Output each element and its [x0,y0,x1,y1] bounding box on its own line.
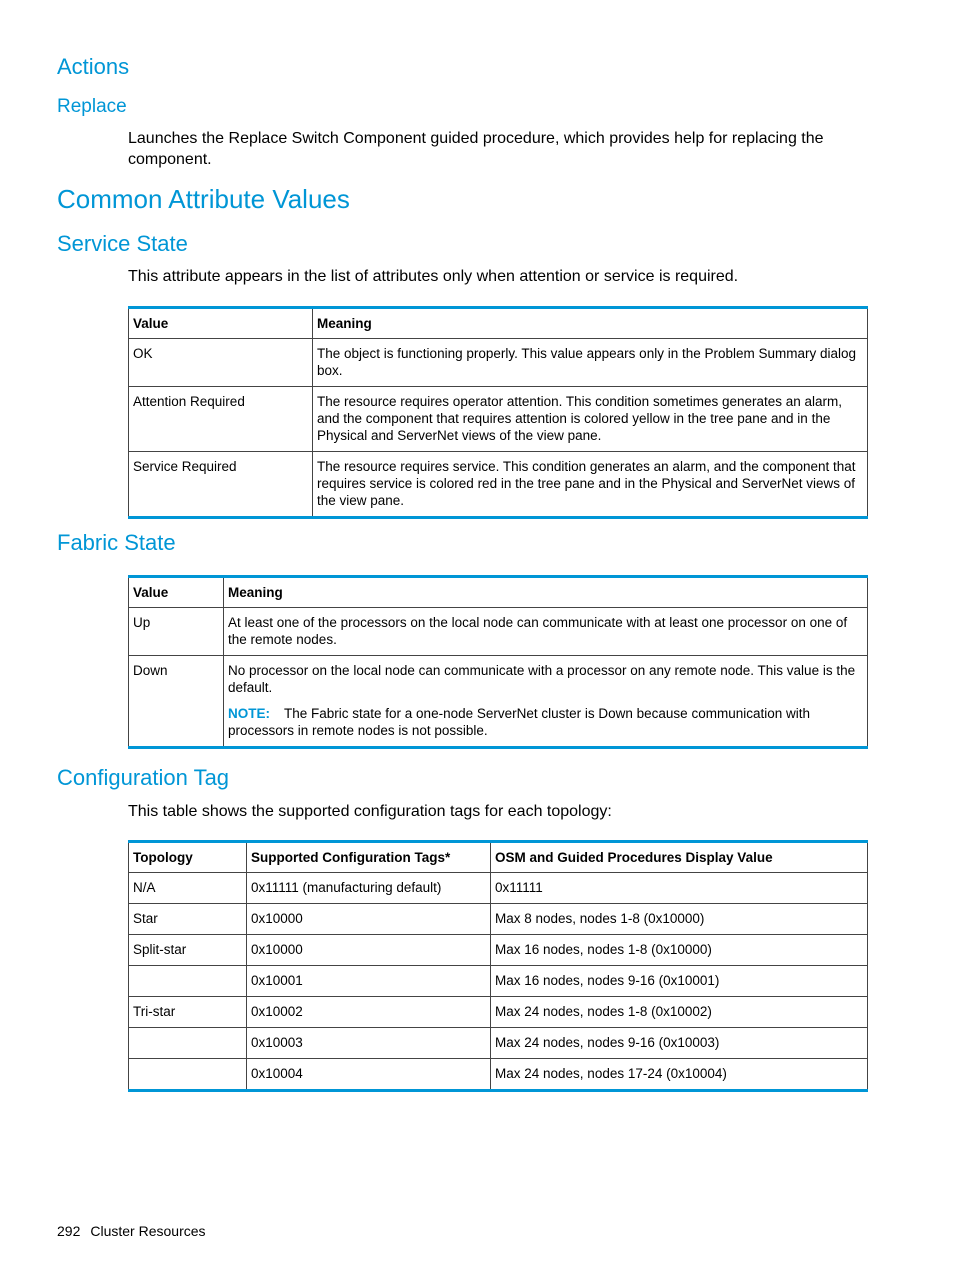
replace-description: Launches the Replace Switch Component guided procedure, which provides help for replacing the component. [128,130,824,168]
meaning-cell: At least one of the processors on the local node can communicate with at least one processor on one of the remote nodes. [224,608,868,656]
table-row [129,997,868,1028]
topology-cell [129,1028,247,1059]
value-cell: Attention Required [129,387,313,452]
table-row [129,452,868,518]
table-row [129,904,868,935]
column-header: Value [129,308,313,339]
table-row [129,339,868,387]
value-cell: Down [129,656,224,748]
table-row [129,935,868,966]
table-row [129,656,868,748]
display-value-cell: Max 24 nodes, nodes 1-8 (0x10002) [491,997,868,1028]
page-number: 292 [57,1223,81,1239]
column-header: Meaning [224,577,868,608]
column-header: Value [129,577,224,608]
display-value-cell: Max 16 nodes, nodes 1-8 (0x10000) [491,935,868,966]
tag-cell: 0x10003 [247,1028,491,1059]
meaning-cell [224,656,868,748]
replace-heading: Replace [57,96,127,117]
table-row [129,966,868,997]
meaning-cell: The object is functioning properly. This value appears only in the Problem Summary dialog box. [313,339,868,387]
column-header: Topology [129,842,247,873]
meaning-text: No processor on the local node can communicate with a processor on any remote node. This value is the default. [228,663,856,695]
display-value-cell: Max 24 nodes, nodes 17-24 (0x10004) [491,1059,868,1091]
tag-cell: 0x10000 [247,904,491,935]
table-row [129,1028,868,1059]
service-state-table [128,306,868,519]
value-cell: Service Required [129,452,313,518]
footer-section-title: Cluster Resources [90,1223,206,1239]
topology-cell [129,1059,247,1091]
topology-cell: Split-star [129,935,247,966]
topology-cell: Star [129,904,247,935]
display-value-cell: Max 16 nodes, nodes 9-16 (0x10001) [491,966,868,997]
column-header: Supported Configuration Tags* [247,842,491,873]
tag-cell: 0x11111 (manufacturing default) [247,873,491,904]
meaning-cell: The resource requires service. This condition generates an alarm, and the component that requires service is colored red in the tree pane and in the Physical and ServerNet views of the view pane. [313,452,868,518]
table-row [129,387,868,452]
table-header-row [129,577,868,608]
table-row [129,873,868,904]
note-label: NOTE: [228,706,270,721]
common-attribute-values-heading: Common Attribute Values [57,184,350,214]
display-value-cell: Max 24 nodes, nodes 9-16 (0x10003) [491,1028,868,1059]
service-state-heading: Service State [57,231,188,256]
table-row [129,608,868,656]
display-value-cell: 0x11111 [491,873,868,904]
display-value-cell: Max 8 nodes, nodes 1-8 (0x10000) [491,904,868,935]
meaning-cell: The resource requires operator attention. This condition sometimes generates an alarm, and the component that requires attention is colored yellow in the tree pane and in the Physical and ServerNet views of the view pane. [313,387,868,452]
table-row [129,1059,868,1091]
value-cell: Up [129,608,224,656]
topology-cell: N/A [129,873,247,904]
topology-cell: Tri-star [129,997,247,1028]
column-header: OSM and Guided Procedures Display Value [491,842,868,873]
page-footer [57,1223,206,1239]
column-header: Meaning [313,308,868,339]
tag-cell: 0x10002 [247,997,491,1028]
tag-cell: 0x10000 [247,935,491,966]
fabric-state-table [128,575,868,749]
actions-heading: Actions [57,54,130,79]
service-state-intro: This attribute appears in the list of attributes only when attention or service is required. [128,268,739,285]
topology-cell [129,966,247,997]
tag-cell: 0x10004 [247,1059,491,1091]
value-cell: OK [129,339,313,387]
note-text: The Fabric state for a one-node ServerNet cluster is Down because communication with processors in remote nodes is not possible. [228,706,810,738]
configuration-tag-intro: This table shows the supported configuration tags for each topology: [128,803,612,820]
note [228,705,863,739]
fabric-state-heading: Fabric State [57,530,176,555]
table-header-row [129,308,868,339]
configuration-tag-table [128,840,868,1092]
configuration-tag-heading: Configuration Tag [57,765,230,790]
tag-cell: 0x10001 [247,966,491,997]
table-header-row [129,842,868,873]
